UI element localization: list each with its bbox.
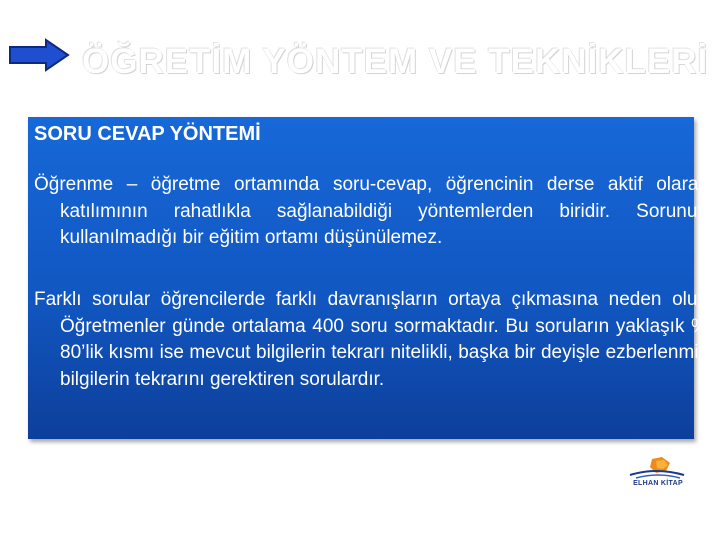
section-heading: SORU CEVAP YÖNTEMİ: [34, 123, 261, 145]
content-panel: [28, 117, 708, 439]
logo-text: ELHAN KİTAP: [633, 480, 683, 487]
slide-title: ÖĞRETİM YÖNTEM VE TEKNİKLERİ: [82, 42, 709, 81]
right-arrow-icon: [8, 38, 70, 72]
paragraph-2: Farklı sorular öğrencilerde farklı davranışların ortaya çıkmasına neden olur. Öğretmenler günde ortalama 400 soru sormaktadır. Bu soruların yaklaşık % 80’lik kısmı ise mevcut bilgilerin tekrarı nitelikli, başka bir deyişle ezberlenmiş bilgilerin tekrarını gerektiren sorulardır.: [34, 289, 708, 390]
paragraph-1: Öğrenme – öğretme ortamında soru-cevap, öğrencinin derse aktif olarak katılımının rahatlıkla sağlanabildiği yöntemlerden biridir. Sorunun kullanılmadığı bir eğitim ortamı düşünülemez.: [34, 174, 708, 248]
logo-mark-icon: [626, 455, 690, 481]
publisher-logo: [626, 455, 690, 491]
